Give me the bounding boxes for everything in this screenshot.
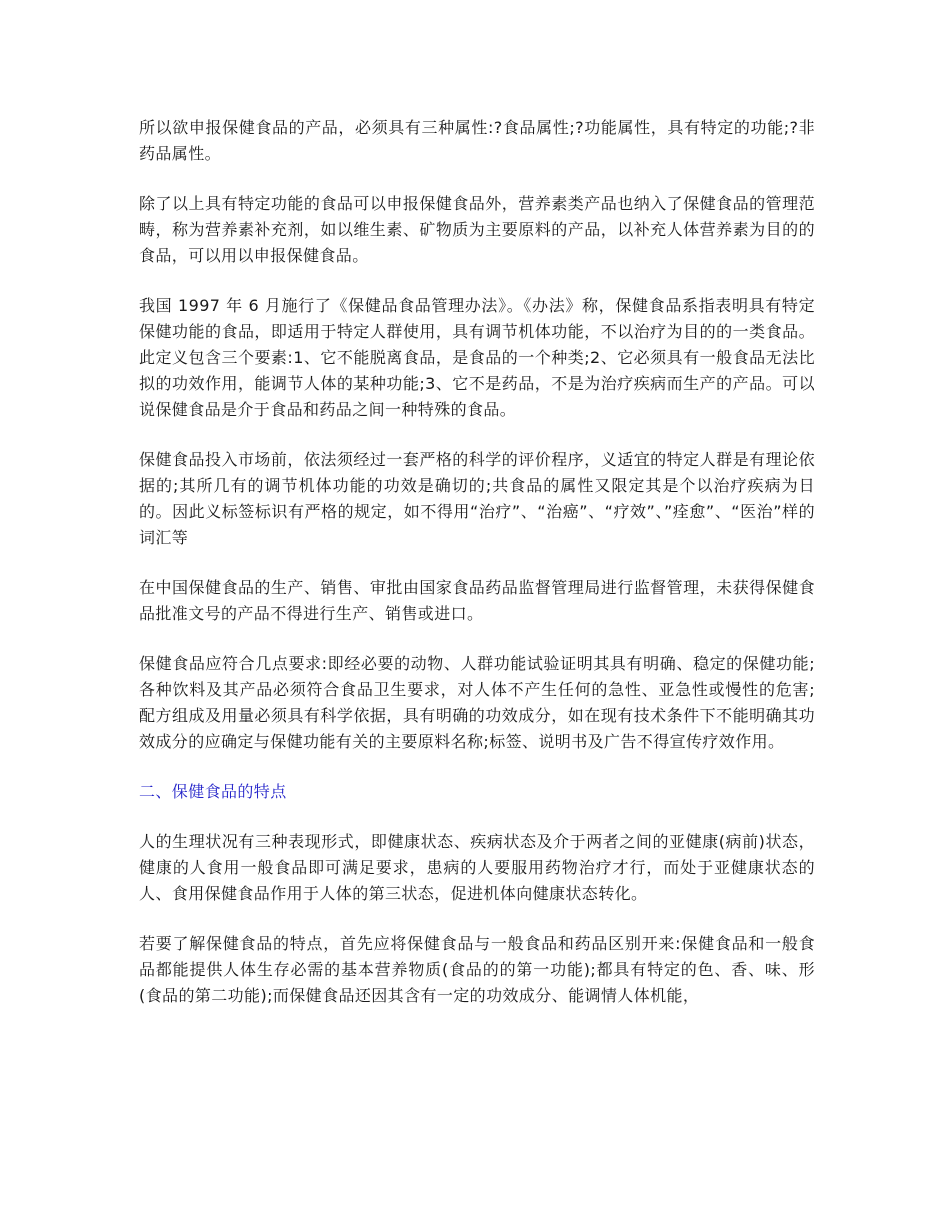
paragraph-three-attributes: 所以欲申报保健食品的产品，必须具有三种属性:?食品属性;?功能属性，具有特定的功能;?非药品属性。 [139, 118, 815, 163]
section-heading-characteristics: 二、保健食品的特点 [139, 782, 287, 801]
paragraph-nutrient-supplements: 除了以上具有特定功能的食品可以申报保健食品外，营养素类产品也纳入了保健食品的管理范畴，称为营养素补充剂，如以维生素、矿物质为主要原料的产品，以补充人体营养素为目的的食品，可以用以申报保健食品。 [139, 194, 815, 265]
paragraph-market-evaluation: 保健食品投入市场前，依法须经过一套严格的科学的评价程序，义适宜的特定人群是有理论依据的;其所几有的调节机体功能的功效是确切的;共食品的属性又限定其是个以治疗疾病为日的。因此义标签标识有严格的规定，如不得用“治疗”、“治癌”、“疗效”、”痊愈”、“医治”样的词汇等 [139, 450, 815, 547]
paragraph-requirements: 保健食品应符合几点要求:即经必要的动物、人群功能试验证明其具有明确、稳定的保健功能;各种饮料及其产品必须符合食品卫生要求，对人体不产生任何的急性、亚急性或慢性的危害;配方组成及用量必须具有科学依据，具有明确的功效成分，如在现有技术条件下不能明确其功效成分的应确定与保健功能有关的主要原料名称;标签、说明书及广告不得宣传疗效作用。 [139, 654, 815, 751]
paragraph-health-states: 人的生理状况有三种表现形式，即健康状态、疾病状态及介于两者之间的亚健康(病前)状态，健康的人食用一般食品即可满足要求，患病的人要服用药物治疗才行，而处于亚健康状态的人、食用保健食品作用于人体的第三状态，促进机体向健康状态转化。 [139, 832, 815, 903]
paragraph-distinguish-food-drugs: 若要了解保健食品的特点，首先应将保健食品与一般食品和药品区别开来:保健食品和一般食品都能提供人体生存必需的基本营养物质(食品的的第一功能);都具有特定的色、香、味、形(食品的第二功能);而保健食品还因其含有一定的功效成分、能调情人体机能， [139, 934, 815, 1005]
paragraph-supervision: 在中国保健食品的生产、销售、审批由国家食品药品监督管理局进行监督管理，未获得保健食品批准文号的产品不得进行生产、销售或进口。 [139, 578, 815, 623]
paragraph-1997-regulation: 我国 1997 年 6 月施行了《保健品食品管理办法》。《办法》称，保健食品系指表明具有特定保健功能的食品，即适用于特定人群使用，具有调节机体功能，不以治疗为目的的一类食品。此定义包含三个要素:1、它不能脱离食品，是食品的一个种类;2、它必须具有一般食品无法比拟的功效作用，能调节人体的某种功能;3、它不是药品，不是为治疗疾病而生产的产品。可以说保健食品是介于食品和药品之间一种特殊的食品。 [139, 296, 815, 419]
